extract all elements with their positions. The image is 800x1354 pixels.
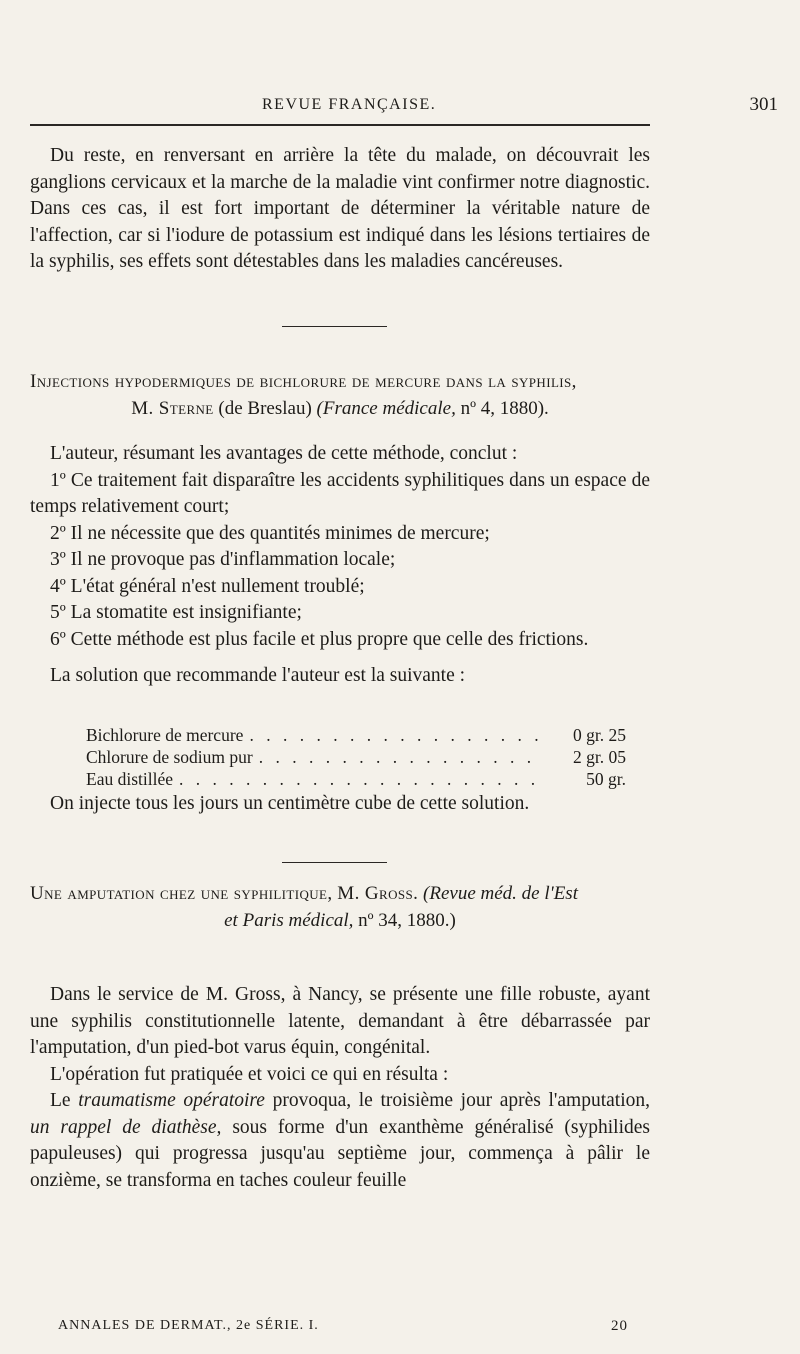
text-run: provoqua, le troisième jour après l'amputation, [272,1090,650,1111]
ingredient-name: Bichlorure de mercure [86,725,244,745]
text-run: sous forme d'un exanthème généralisé (syphilides papuleuses) qui progressa jusqu'au septième jour, commença à pâlir le onzième, se transforma en taches couleur feuille [30,1116,650,1191]
article-citation [30,395,650,422]
formula-row [86,746,626,768]
article-body-injections [30,441,650,690]
article-title-line: Injections hypodermiques de bichlorure de mercure dans la syphilis, [30,371,577,392]
list-item: 4º L'état général n'est nullement troublé; [50,575,365,597]
emphasis-text: un rappel de diathèse, [30,1116,222,1138]
article-source-ref: nº 4, 1880). [460,398,549,419]
article-author: M. Sterne [131,398,214,419]
formula-row [86,768,626,790]
emphasis-text: traumatisme opératoire [78,1090,265,1111]
ingredient-quantity: 0 gr. 25 [573,725,626,745]
article-source: et Paris médical, [224,910,354,931]
article-source: (Revue méd. de l'Est [423,883,578,904]
article-citation-line [30,880,650,907]
intro-paragraph [30,143,650,276]
page-footer [58,1318,628,1334]
ingredient-quantity: 2 gr. 05 [573,747,626,767]
article-title-injections [30,368,650,422]
text-run: Le [50,1090,71,1111]
list-item: 6º Cette méthode est plus facile et plus propre que celle des frictions. [50,628,589,650]
section-divider [282,326,387,327]
running-title: REVUE FRANÇAISE. [262,96,437,113]
signature-mark: 20 [611,1318,628,1334]
lead-paragraph: L'auteur, résumant les avantages de cette méthode, conclut : [50,443,518,464]
formula-row [86,724,626,746]
page-number: 301 [749,94,778,115]
paragraph-text: Dans le service de M. Gross, à Nancy, se présente une fille robuste, ayant une syphilis constitutionnelle latente, demandant à être débarrassée par l'amputation, d'un pied-bot varus équin, congénital. [30,984,650,1058]
article-source-ref: nº 34, 1880.) [358,910,456,931]
list-item: 2º Il ne nécessite que des quantités minimes de mercure; [50,522,490,544]
article-author: M. Gross. [337,883,419,904]
paragraph-text: On injecte tous les jours un centimètre cube de cette solution. [50,793,530,814]
leader-dots [179,768,538,790]
running-header [30,94,778,126]
ingredient-quantity: 50 gr. [586,769,626,789]
section-divider [282,862,387,863]
list-item: 1º Ce traitement fait disparaître les accidents syphilitiques dans un espace de temps relativement court; [30,469,650,517]
leader-dots [249,724,538,746]
list-item: 3º Il ne provoque pas d'inflammation locale; [50,549,396,570]
formula-table [86,724,626,790]
article-title-amputation [30,880,650,934]
article-citation-line [30,907,650,934]
leader-dots [259,746,538,768]
paragraph-text: L'opération fut pratiquée et voici ce qui en résulta : [50,1063,449,1085]
solution-intro: La solution que recommande l'auteur est la suivante : [50,665,466,686]
article-affiliation: (de Breslau) [218,398,312,419]
footer-journal: ANNALES DE DERMAT., 2e SÉRIE. I. [58,1318,319,1333]
paragraph-text [30,1088,650,1194]
paragraph-text: Du reste, en renversant en arrière la tête du malade, on découvrait les ganglions cervicaux et la marche de la maladie vint confirmer notre diagnostic. Dans ces cas, il est fort important de déterminer la véritable nature de l'affection, car si l'iodure de potassium est indiqué dans les lésions tertiaires de la syphilis, ses effets sont détestables dans les maladies cancéreuses. [30,145,650,272]
article-title-line: Une amputation chez une syphilitique, [30,883,333,904]
article-source: (France médicale, [316,398,456,419]
ingredient-name: Chlorure de sodium pur [86,747,253,767]
closing-paragraph [30,791,650,818]
list-item: 5º La stomatite est insignifiante; [50,602,302,623]
ingredient-name: Eau distillée [86,769,173,789]
article-body-amputation [30,982,650,1194]
